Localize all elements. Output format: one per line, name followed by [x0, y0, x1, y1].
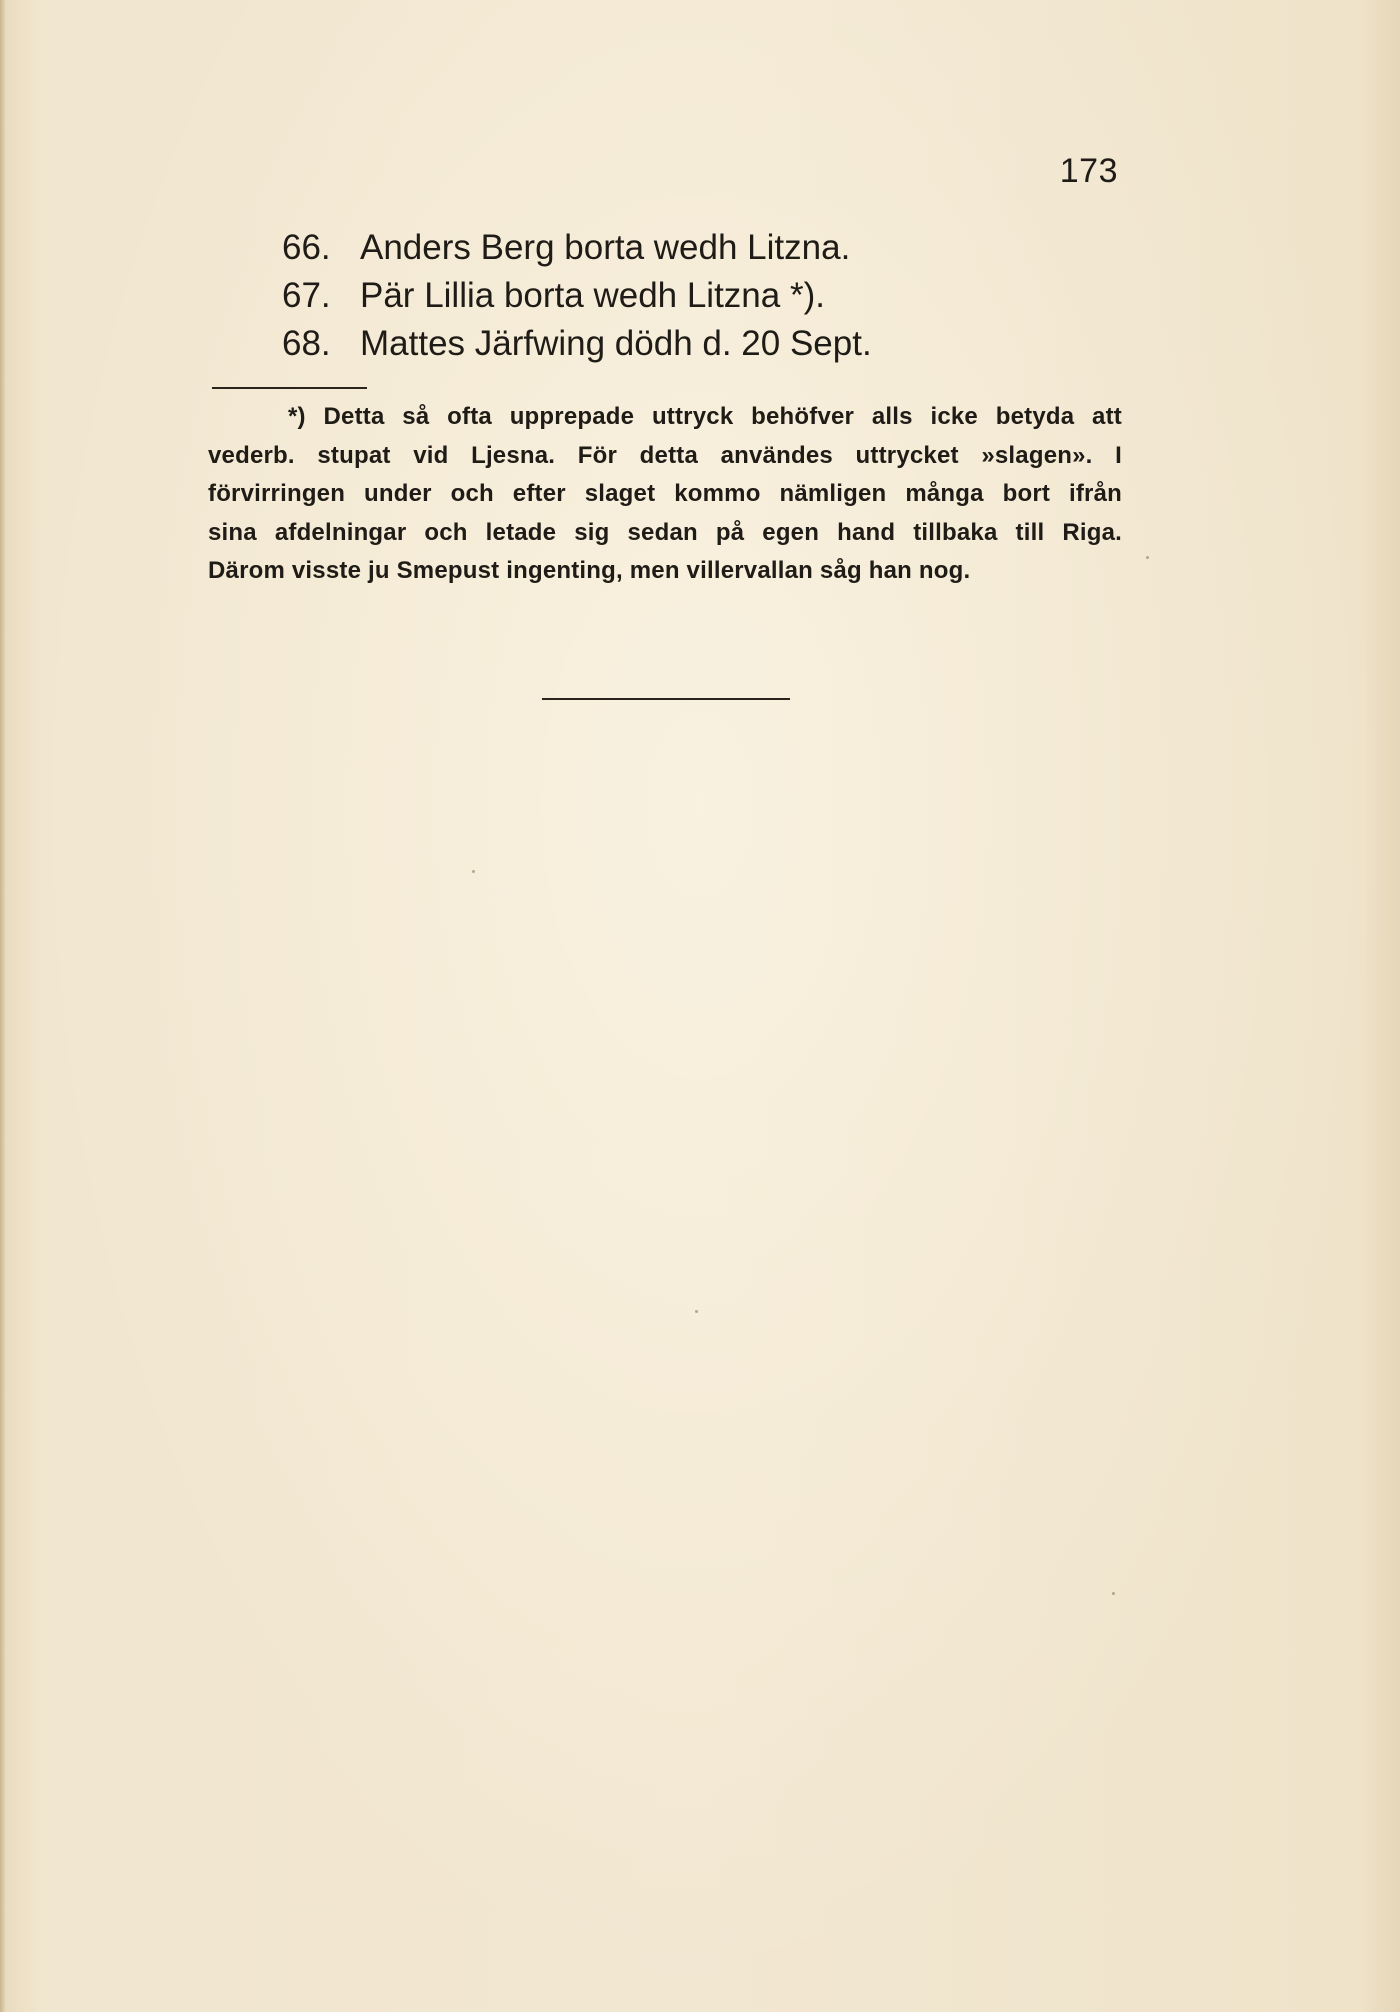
paper-speck	[472, 870, 475, 873]
footnote-line: förvirringen under och efter slaget kommo nämligen många bort ifrån	[208, 480, 1122, 507]
footnote-line: vederb. stupat vid Ljesna. För detta användes uttrycket »slagen». I	[208, 441, 1122, 469]
footnote-text: Detta så ofta upprepade uttryck behöfver alls icke betyda att	[323, 403, 1122, 430]
entry-text: Mattes Järfwing dödh d. 20 Sept.	[360, 324, 872, 363]
entry-list	[282, 224, 872, 368]
footnote-line: sina afdelningar och letade sig sedan på egen hand tillbaka till Riga.	[208, 518, 1122, 546]
entry-number: 68.	[282, 324, 331, 363]
page-number: 173	[1059, 152, 1118, 190]
paper-speck	[1146, 556, 1149, 559]
list-item	[282, 224, 872, 272]
footnote	[208, 398, 1122, 591]
paper-speck	[695, 1310, 698, 1313]
entry-text: Pär Lillia borta wedh Litzna *).	[360, 276, 825, 315]
list-item	[282, 320, 872, 368]
footnote-divider	[212, 387, 367, 389]
entry-text: Anders Berg borta wedh Litzna.	[360, 228, 851, 267]
paper-speck	[1112, 1592, 1115, 1595]
section-end-rule	[542, 698, 790, 700]
footnote-line	[208, 398, 1122, 437]
page-edge-shadow	[0, 0, 6, 2012]
entry-number: 66.	[282, 228, 331, 267]
footnote-line: Därom visste ju Smepust ingenting, men villervallan såg han nog.	[208, 557, 971, 584]
entry-number: 67.	[282, 276, 331, 315]
list-item	[282, 272, 872, 320]
footnote-marker: *)	[288, 403, 306, 430]
